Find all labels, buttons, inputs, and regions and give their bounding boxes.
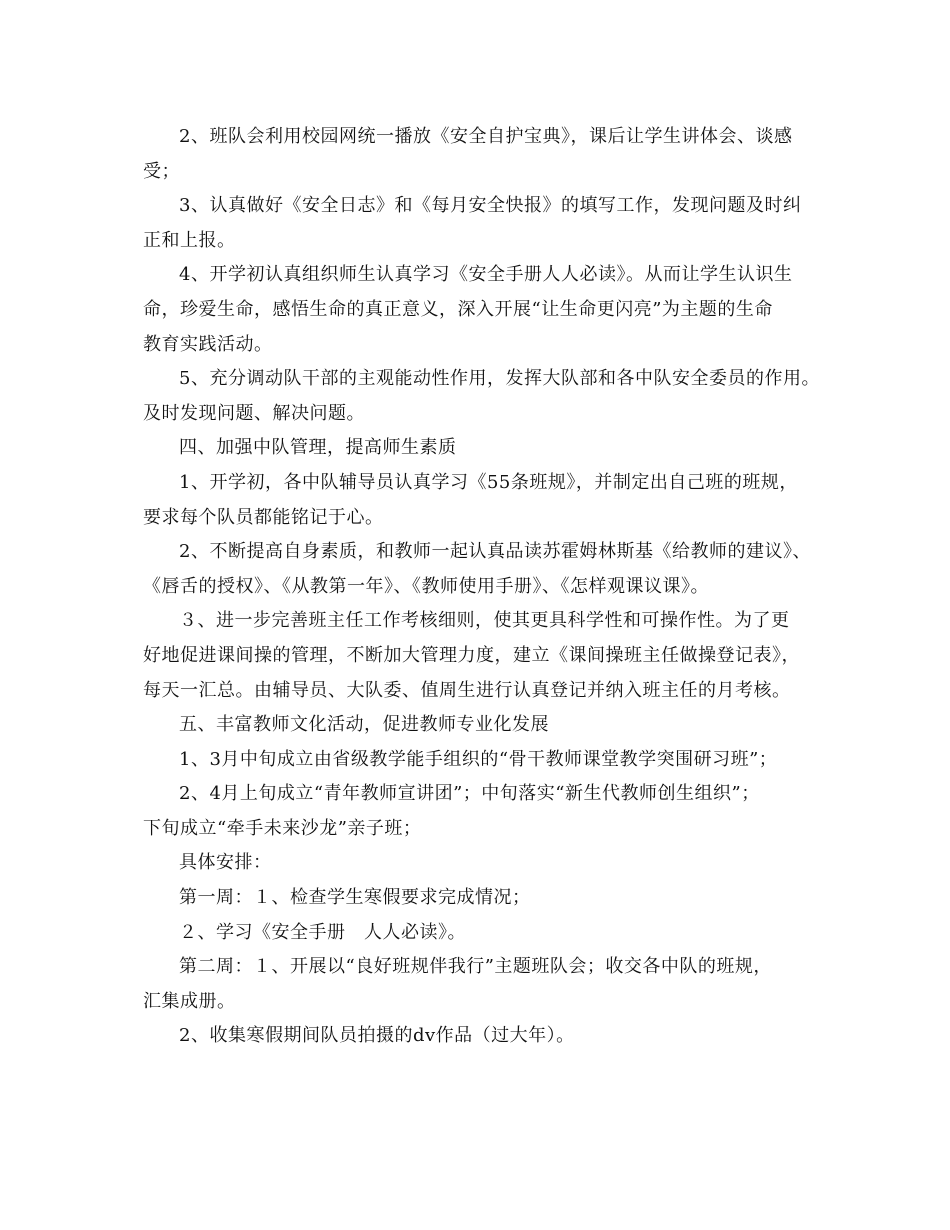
text-line: 4、开学初认真组织师生认真学习《安全手册人人必读》。从而让学生认识生	[179, 264, 793, 286]
text-line: 5、充分调动队干部的主观能动性作用，发挥大队部和各中队安全委员的作用。	[179, 368, 820, 390]
text-line: 五、丰富教师文化活动，促进教师专业化发展	[179, 714, 549, 736]
text-line: 命，珍爱生命，感悟生命的真正意义，深入开展“让生命更闪亮”为主题的生命	[143, 298, 773, 320]
text-line: 具体安排：	[179, 852, 272, 874]
text-line: 下旬成立“牵手未来沙龙”亲子班；	[143, 817, 422, 839]
text-line: 2、班队会利用校园网统一播放《安全自护宝典》，课后让学生讲体会、谈感	[179, 126, 793, 147]
text-line: 2、4月上旬成立“青年教师宣讲团”；中旬落实“新生代教师创生组织”；	[179, 783, 760, 805]
text-line: 受；	[143, 160, 180, 182]
text-line: 教育实践活动。	[143, 333, 273, 355]
text-line: ２、学习《安全手册 人人必读》。	[179, 921, 466, 943]
text-line: 正和上报。	[143, 229, 236, 251]
text-line: 每天一汇总。由辅导员、大队委、值周生进行认真登记并纳入班主任的月考核。	[143, 679, 791, 701]
text-line: 第二周：１、开展以“良好班规伴我行”主题班队会；收交各中队的班规，	[179, 956, 772, 978]
text-line: 汇集成册。	[143, 990, 236, 1012]
text-line: 3、认真做好《安全日志》和《每月安全快报》的填写工作，发现问题及时纠	[179, 195, 802, 217]
text-line: 四、加强中队管理，提高师生素质	[179, 437, 457, 459]
text-line: 好地促进课间操的管理，不断加大管理力度，建立《课间操班主任做操登记表》，	[143, 644, 800, 666]
text-line: 《唇舌的授权》、《从教第一年》、《教师使用手册》、《怎样观课议课》。	[143, 575, 709, 597]
text-line: ３、进一步完善班主任工作考核细则，使其更具科学性和可操作性。为了更	[179, 610, 790, 632]
text-line: 1、开学初，各中队辅导员认真学习《55条班规》，并制定出自己班的班规，	[179, 471, 798, 493]
text-line: 要求每个队员都能铭记于心。	[143, 506, 384, 528]
text-line: 及时发现问题、解决问题。	[143, 402, 365, 424]
text-line: 2、收集寒假期间队员拍摄的dv作品（过大年）。	[179, 1025, 575, 1047]
document-body	[143, 120, 823, 1054]
text-line: 1、3月中旬成立由省级教学能手组织的“骨干教师课堂教学突围研习班”；	[179, 748, 778, 770]
text-line: 2、不断提高自身素质，和教师一起认真品读苏霍姆林斯基《给教师的建议》、	[179, 541, 811, 563]
text-line: 第一周：１、检查学生寒假要求完成情况；	[179, 887, 531, 909]
